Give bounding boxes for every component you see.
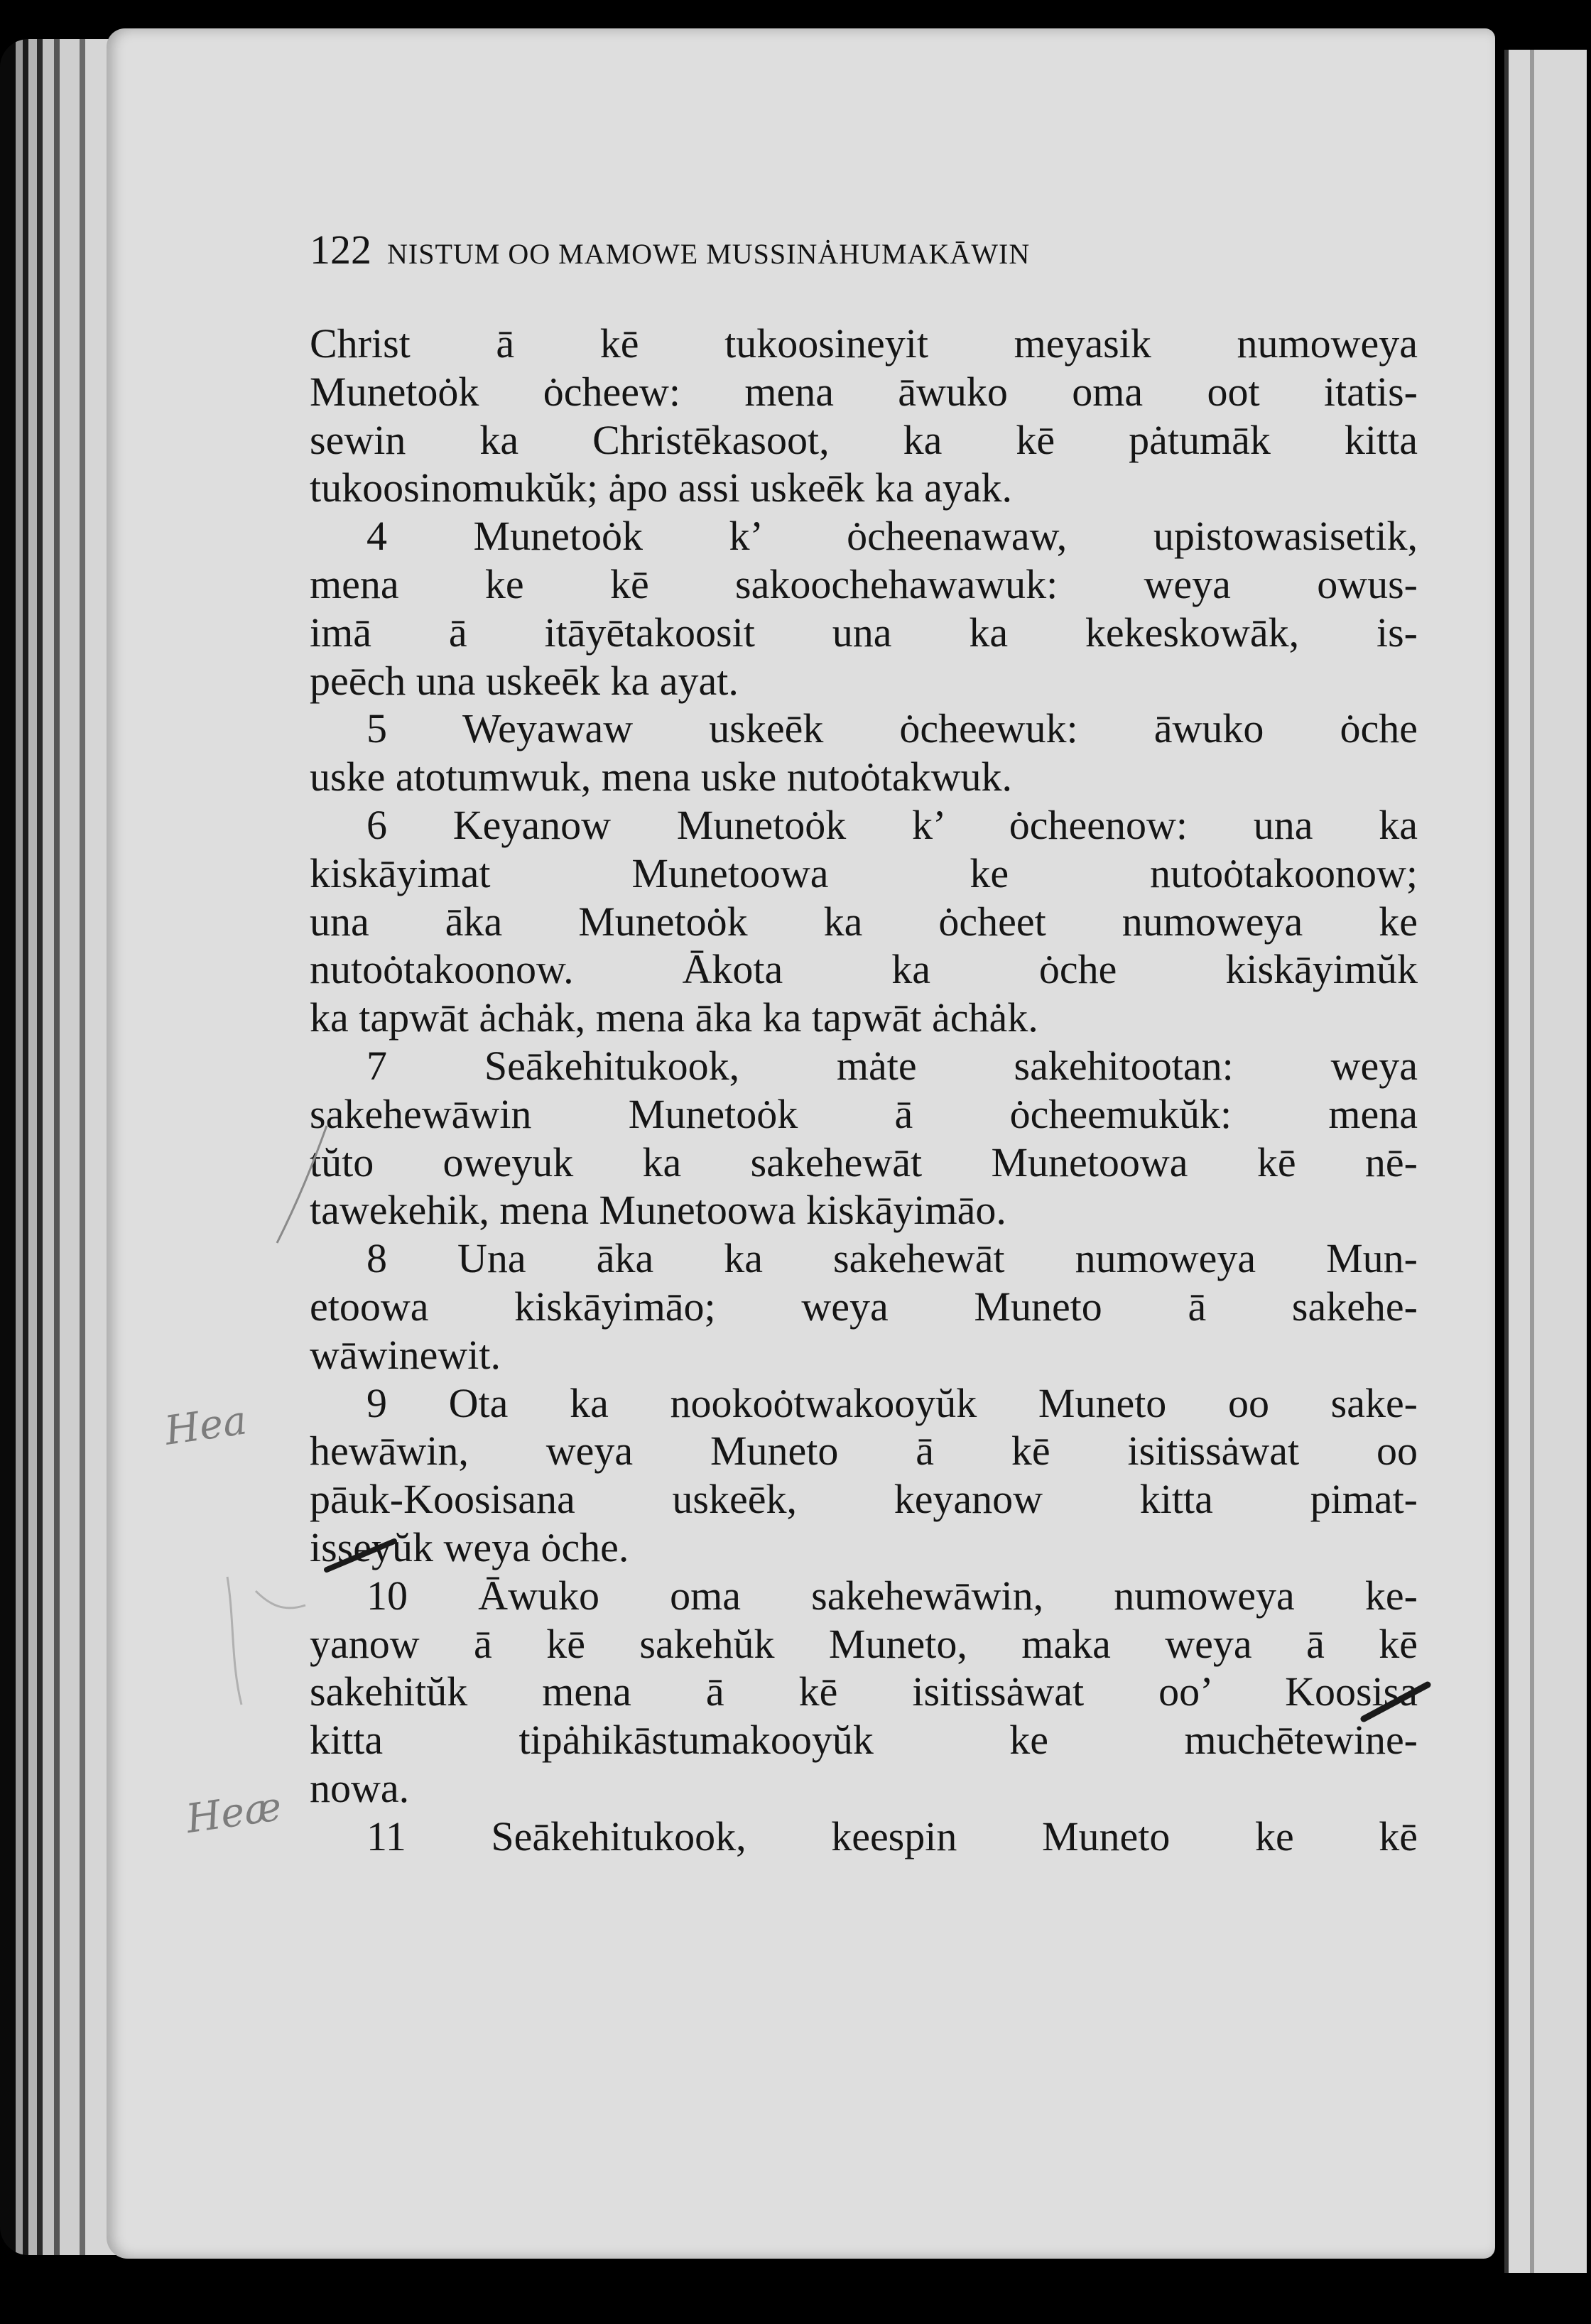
text-line: 9 Ota ka nookoȯtwakooyŭk Muneto oo sake- [366,1379,1418,1426]
text-line: hewāwin, weya Muneto ā kē isitissȧwat oo [310,1428,1418,1475]
running-title: NISTUM OO MAMOWE MUSSINȦHUMAKĀWIN [387,238,1031,270]
check-mark-left [323,1534,401,1577]
text-line: wāwinewit. [310,1331,501,1378]
body-text [310,320,1418,1861]
text-line: una āka Munetoȯk ka ȯcheet numoweya ke [310,898,1418,945]
text-line: pāuk-Koosisana uskeēk, keyanow kitta pimat- [310,1476,1418,1523]
text-line: mena ke kē sakoochehawawuk: weya owus- [310,560,1418,607]
text-line: Munetoȯk ȯcheew: mena āwuko oma oot itatis- [310,368,1418,415]
running-header [310,226,1304,283]
text-line: sewin ka Christēkasoot, ka kē pȧtumāk kitta [310,416,1418,463]
adjacent-page-edge [1504,50,1587,2273]
text-line: 5 Weyawaw uskeēk ȯcheewuk: āwuko ȯche [366,705,1418,752]
text-line: 6 Keyanow Munetoȯk k’ ȯcheenow: una ka [366,801,1418,848]
text-line: tawekehik, mena Munetoowa kiskāyimāo. [310,1187,1006,1234]
faint-pencil-note [213,1563,320,1719]
text-line: ka tapwāt ȧchȧk, mena āka ka tapwāt ȧchȧk. [310,994,1038,1041]
text-line: kiskāyimat Munetoowa ke nutoȯtakoonow; [310,849,1418,896]
pencil-stroke-mark [270,1122,334,1250]
book-page-edges [0,39,124,2255]
text-line: peēch una uskeēk ka ayat. [310,657,739,704]
text-line: 10 Āwuko oma sakehewāwin, numoweya ke- [366,1572,1418,1619]
text-line: tŭto oweyuk ka sakehewāt Munetoowa kē nē- [310,1139,1418,1185]
text-line: 4 Munetoȯk k’ ȯcheenawaw, upistowasisetik, [366,513,1418,560]
text-line: kitta tipȧhikāstumakooyŭk ke muchētewine- [310,1717,1418,1764]
text-line: nutoȯtakoonow. Ākota ka ȯche kiskāyimŭk [310,946,1418,993]
text-line: yanow ā kē sakehŭk Muneto, maka weya ā kē [310,1620,1418,1667]
text-line: nowa. [310,1764,410,1811]
margin-note-2: Heæ [183,1783,285,1843]
text-line: sakehitŭk mena ā kē isitissȧwat oo’ Koosisa [310,1668,1418,1715]
text-line: tukoosinomukŭk; ȧpo assi uskeēk ka ayak. [310,465,1013,511]
check-mark-right [1357,1676,1435,1726]
text-line: imā ā itāyētakoosit una ka kekeskowāk, is- [310,609,1418,656]
text-line: 8 Una āka ka sakehewāt numoweya Mun- [366,1235,1418,1282]
text-line: 11 Seākehitukook, keespin Muneto ke kē [366,1813,1418,1859]
text-line: uske atotumwuk, mena uske nutoȯtakwuk. [310,754,1013,800]
text-line: 7 Seākehitukook, mȧte sakehitootan: weya [366,1042,1418,1089]
margin-note-1: Hea [162,1397,250,1455]
text-line: isseyŭk weya ȯche. [310,1524,629,1570]
text-line: sakehewāwin Munetoȯk ā ȯcheemukŭk: mena [310,1090,1418,1137]
text-line: Christ ā kē tukoosineyit meyasik numoweya [310,320,1418,366]
text-line: etoowa kiskāyimāo; weya Muneto ā sakehe- [310,1283,1418,1330]
page-number: 122 [310,227,371,273]
